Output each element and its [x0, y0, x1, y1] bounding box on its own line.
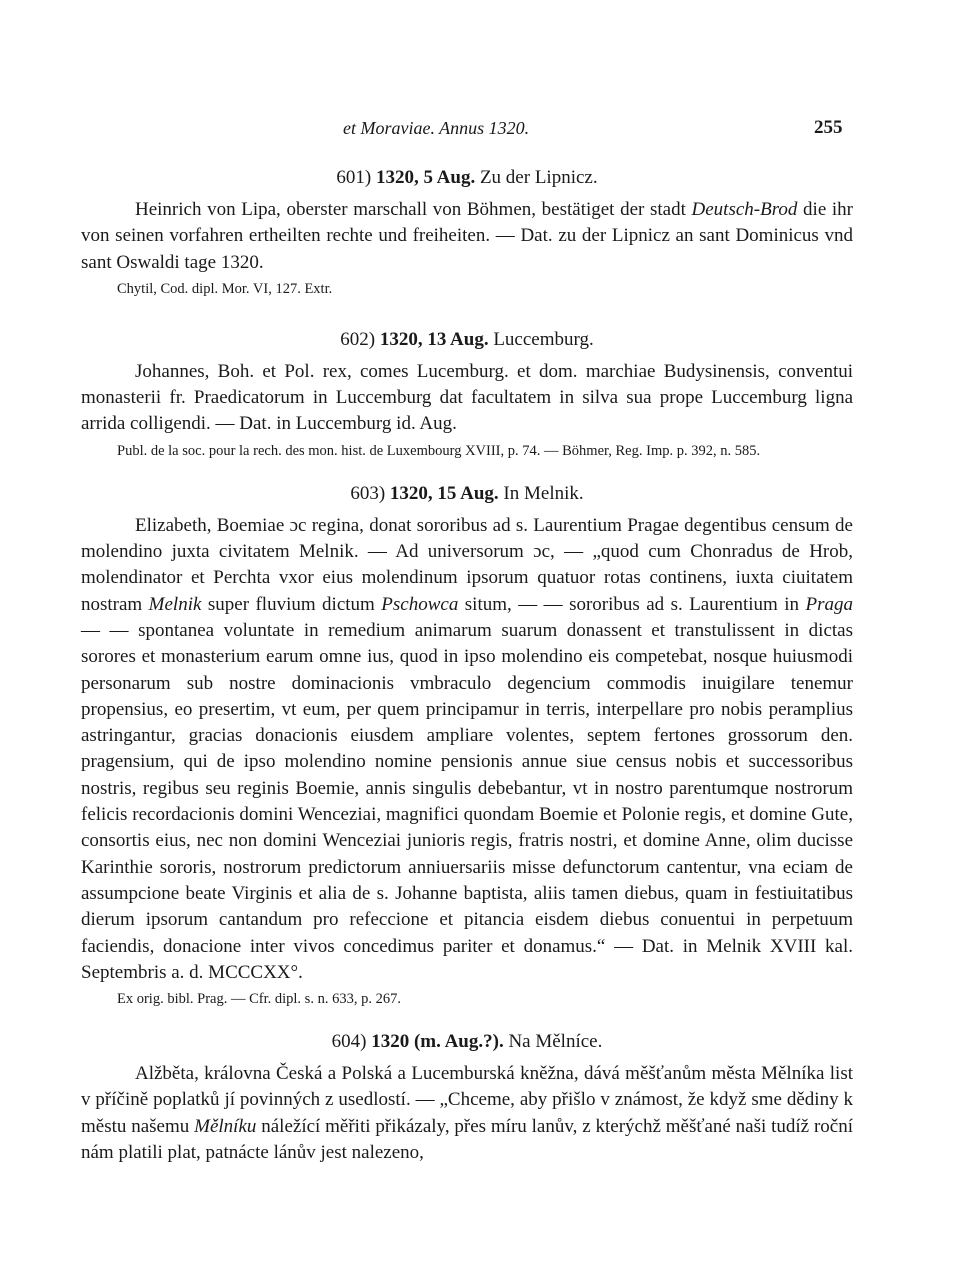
entry-603-source: Ex orig. bibl. Prag. — Cfr. dipl. s. n. 633, p. 267. — [117, 991, 401, 1008]
italic-place-name: Melnik — [148, 593, 202, 615]
text-run: Elizabeth, Boemiae ɔc regina, donat sororibus ad s. Laurentium Pragae degentibus censum de molendino juxta civitatem Melnik. — Ad universorum ɔc, — „quod cum Chonradus de Hrob, molendinator et Perchta vxor eius molendinum ipsorum quatuor rotas continens, iuxta ciuitatem nostram — [81, 514, 853, 615]
italic-place-name: Deutsch-Brod — [691, 199, 798, 220]
text-run: situm, — — sororibus ad s. Laurentium in — [458, 593, 806, 615]
entry-place: Na Mělníce. — [508, 1031, 603, 1053]
entry-place: Luccemburg. — [493, 328, 594, 350]
document-body — [81, 163, 853, 1166]
entry-date: 1320, 13 Aug. — [379, 328, 489, 350]
entry-place: Zu der Lipnicz. — [479, 167, 598, 188]
text-run: Heinrich von Lipa, oberster marschall von Böhmen, bestätiget der stadt — [135, 199, 692, 220]
entry-601-source: Chytil, Cod. dipl. Mor. VI, 127. Extr. — [117, 280, 333, 297]
entry-604-heading — [81, 1029, 853, 1055]
entry-date: 1320, 5 Aug. — [375, 167, 476, 188]
running-title: et Moraviae. Annus 1320. — [343, 118, 530, 138]
text-run: náležící měřiti přikázaly, přes míru lanův, z kterýchž měšťané naši tudíž roční nám platili plat, patnácte lánův jest nalezeno, — [81, 1115, 853, 1164]
entry-603-text — [81, 513, 853, 986]
entry-601-heading — [81, 165, 853, 191]
entry-date: 1320 (m. Aug.?). — [371, 1031, 504, 1053]
page-number: 255 — [814, 117, 843, 138]
entry-number: 604) — [331, 1031, 367, 1053]
entry-602-text: Johannes, Boh. et Pol. rex, comes Lucemburg. et dom. marchiae Budysinensis, conventui monasterii fr. Praedicatorum in Luccemburg dat facultatem in silva sua prope Luccemburg ligna arrida colligendi. — Dat. in Luccemburg id. Aug. — [81, 360, 853, 435]
italic-place-name: Praga — [805, 593, 853, 615]
entry-603-heading — [81, 481, 853, 507]
italic-place-name: Mělníku — [194, 1115, 257, 1137]
entry-number: 602) — [340, 328, 376, 350]
entry-date: 1320, 15 Aug. — [389, 482, 499, 504]
entry-place: In Melnik. — [503, 482, 584, 504]
entry-601-text — [81, 197, 853, 276]
entry-number: 601) — [336, 167, 372, 188]
text-run: die ihr von seinen vorfahren ertheilten rechte und freiheiten. — Dat. zu der Lipnicz an sant Dominicus vnd sant Oswaldi tage 1320. — [81, 199, 853, 273]
text-run: — — spontanea voluntate in remedium animarum suarum donassent et transtulissent in dictas sorores et monasterium earum omne ius, quod in ipso molendino eis competebat, nosque huiusmodi personarum sub nostre dominacionis vmbraculo degencium commodis inuigilare tenemur propensius, eo presertim, vt eum, per quem principamur in terris, interpellare pro nobis peramplius astringantur, gracias donacionis eiusdem ampliare volentes, septem fertones grossorum den. pragensium, qui de ipso molendino nomine pensionis annue siue census nobis et successoribus nostris, regibus seu reginis Boemie, annis singulis debebantur, vt in nostro parentumque nostrorum felicis recordacionis domini Wenceziai, magnifici quondam Boemie et Polonie regis, et domine Gute, consortis eius, nec non domini Wenceziai junioris regis, fratris nostri, et domine Anne, olim ducisse Karinthie sororis, nostrorum predictorum anniuersariis misse defunctorum cantentur, vna eciam de assumpcione beate Virginis et alia de s. Johanne baptista, aliis tamen diebus, quam in festiuitatibus dierum ipsorum cantandum pro refeccione et pitancia eisdem diebus conuentui in perpetuum faciendis, donacione inter vivos concedimus pariter et donamus.“ — Dat. in Melnik XVIII kal. Septembris a. d. MCCCXX°. — [81, 619, 853, 983]
entry-number: 603) — [350, 482, 386, 504]
entry-602-heading — [81, 327, 853, 353]
text-run: Alžběta, královna Česká a Polská a Lucemburská kněžna, dává měšťanům města Mělníka list v příčině poplatků jí povinných z usedlostí. — „Chceme, aby přišlo v známost, že když sme dědiny k městu našemu — [81, 1063, 853, 1137]
italic-place-name: Pschowca — [381, 593, 459, 615]
entry-602-source: Publ. de la soc. pour la rech. des mon. hist. de Luxembourg XVIII, p. 74. — Böhmer, Reg. Imp. p. 392, n. 585. — [117, 442, 761, 459]
text-run: super fluvium dictum — [201, 593, 382, 615]
entry-604-text — [81, 1061, 853, 1166]
